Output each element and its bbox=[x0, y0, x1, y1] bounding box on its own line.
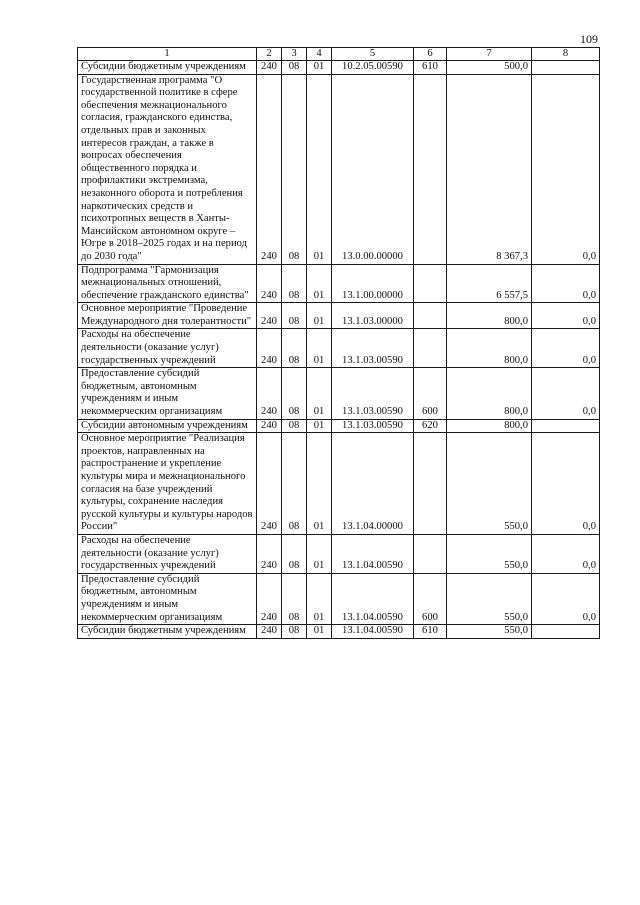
section-cell: 08 bbox=[282, 419, 307, 433]
item-name-cell: Основное мероприятие "Реализация проектов, направленных на распространение и укрепление культуры мира и межнационального согласия на базе учреждений культуры, сохранение наследия русской культуры и культуры народов России" bbox=[78, 433, 257, 535]
column-header: 2 bbox=[257, 48, 282, 61]
section-cell: 08 bbox=[282, 534, 307, 573]
target-article-cell: 13.1.03.00590 bbox=[332, 329, 414, 368]
extra-amount-cell: 0,0 bbox=[532, 303, 600, 329]
table-row bbox=[78, 368, 600, 419]
column-header: 4 bbox=[307, 48, 332, 61]
item-name-cell: Расходы на обеспечение деятельности (оказание услуг) государственных учреждений bbox=[78, 534, 257, 573]
code-cell: 240 bbox=[257, 534, 282, 573]
item-name-cell: Субсидии автономным учреждениям bbox=[78, 419, 257, 433]
section-cell: 08 bbox=[282, 625, 307, 639]
code-cell: 240 bbox=[257, 303, 282, 329]
budget-table bbox=[77, 47, 600, 639]
extra-amount-cell bbox=[532, 61, 600, 75]
expense-type-cell: 600 bbox=[414, 573, 447, 624]
code-cell: 240 bbox=[257, 368, 282, 419]
item-name-cell: Государственная программа "О государственной политике в сфере обеспечения межнационального согласия, гражданского единства, отдельных прав и законных интересов граждан, а также в вопросах обеспечения общественного порядка и профилактики экстремизма, незаконного оборота и потребления наркотических средств и психотропных веществ в Ханты-Мансийском автономном округе – Югре в 2018–2025 годах и на период до 2030 года" bbox=[78, 74, 257, 264]
target-article-cell: 13.1.04.00000 bbox=[332, 433, 414, 535]
item-name-cell: Расходы на обеспечение деятельности (оказание услуг) государственных учреждений bbox=[78, 329, 257, 368]
column-header: 5 bbox=[332, 48, 414, 61]
code-cell: 240 bbox=[257, 329, 282, 368]
item-name-cell: Субсидии бюджетным учреждениям bbox=[78, 61, 257, 75]
amount-cell: 550,0 bbox=[447, 534, 532, 573]
target-article-cell: 13.1.04.00590 bbox=[332, 534, 414, 573]
table-row bbox=[78, 433, 600, 535]
expense-type-cell: 610 bbox=[414, 625, 447, 639]
code-cell: 240 bbox=[257, 433, 282, 535]
expense-type-cell bbox=[414, 433, 447, 535]
column-header: 8 bbox=[532, 48, 600, 61]
expense-type-cell: 600 bbox=[414, 368, 447, 419]
section-cell: 08 bbox=[282, 303, 307, 329]
section-cell: 08 bbox=[282, 74, 307, 264]
table-row bbox=[78, 419, 600, 433]
target-article-cell: 13.1.04.00590 bbox=[332, 625, 414, 639]
extra-amount-cell bbox=[532, 419, 600, 433]
code-cell: 240 bbox=[257, 419, 282, 433]
code-cell: 240 bbox=[257, 74, 282, 264]
expense-type-cell bbox=[414, 74, 447, 264]
target-article-cell: 13.1.04.00590 bbox=[332, 573, 414, 624]
page-number: 109 bbox=[580, 32, 598, 46]
table-row bbox=[78, 303, 600, 329]
code-cell: 240 bbox=[257, 61, 282, 75]
column-header: 3 bbox=[282, 48, 307, 61]
amount-cell: 550,0 bbox=[447, 625, 532, 639]
subsection-cell: 01 bbox=[307, 74, 332, 264]
code-cell: 240 bbox=[257, 573, 282, 624]
table-header-row bbox=[78, 48, 600, 61]
section-cell: 08 bbox=[282, 573, 307, 624]
subsection-cell: 01 bbox=[307, 303, 332, 329]
section-cell: 08 bbox=[282, 61, 307, 75]
extra-amount-cell: 0,0 bbox=[532, 74, 600, 264]
expense-type-cell bbox=[414, 264, 447, 303]
extra-amount-cell: 0,0 bbox=[532, 433, 600, 535]
item-name-cell: Предоставление субсидий бюджетным, автономным учреждениям и иным некоммерческим организациям bbox=[78, 368, 257, 419]
target-article-cell: 10.2.05.00590 bbox=[332, 61, 414, 75]
extra-amount-cell: 0,0 bbox=[532, 329, 600, 368]
extra-amount-cell bbox=[532, 625, 600, 639]
code-cell: 240 bbox=[257, 264, 282, 303]
amount-cell: 550,0 bbox=[447, 573, 532, 624]
subsection-cell: 01 bbox=[307, 264, 332, 303]
amount-cell: 800,0 bbox=[447, 368, 532, 419]
section-cell: 08 bbox=[282, 264, 307, 303]
item-name-cell: Подпрограмма "Гармонизация межнациональных отношений, обеспечение гражданского единства" bbox=[78, 264, 257, 303]
target-article-cell: 13.1.03.00000 bbox=[332, 303, 414, 329]
expense-type-cell bbox=[414, 329, 447, 368]
target-article-cell: 13.1.03.00590 bbox=[332, 419, 414, 433]
table-row bbox=[78, 625, 600, 639]
expense-type-cell: 620 bbox=[414, 419, 447, 433]
extra-amount-cell: 0,0 bbox=[532, 534, 600, 573]
item-name-cell: Основное мероприятие "Проведение Международного дня толерантности" bbox=[78, 303, 257, 329]
subsection-cell: 01 bbox=[307, 433, 332, 535]
section-cell: 08 bbox=[282, 329, 307, 368]
target-article-cell: 13.1.00.00000 bbox=[332, 264, 414, 303]
table-row bbox=[78, 264, 600, 303]
column-header: 7 bbox=[447, 48, 532, 61]
table-row bbox=[78, 534, 600, 573]
subsection-cell: 01 bbox=[307, 534, 332, 573]
target-article-cell: 13.0.00.00000 bbox=[332, 74, 414, 264]
amount-cell: 8 367,3 bbox=[447, 74, 532, 264]
expense-type-cell bbox=[414, 534, 447, 573]
table-body bbox=[78, 61, 600, 639]
code-cell: 240 bbox=[257, 625, 282, 639]
subsection-cell: 01 bbox=[307, 573, 332, 624]
expense-type-cell bbox=[414, 303, 447, 329]
amount-cell: 800,0 bbox=[447, 419, 532, 433]
item-name-cell: Субсидии бюджетным учреждениям bbox=[78, 625, 257, 639]
amount-cell: 500,0 bbox=[447, 61, 532, 75]
subsection-cell: 01 bbox=[307, 419, 332, 433]
amount-cell: 6 557,5 bbox=[447, 264, 532, 303]
item-name-cell: Предоставление субсидий бюджетным, автономным учреждениям и иным некоммерческим организациям bbox=[78, 573, 257, 624]
table-row bbox=[78, 329, 600, 368]
extra-amount-cell: 0,0 bbox=[532, 264, 600, 303]
table-row bbox=[78, 573, 600, 624]
column-header: 6 bbox=[414, 48, 447, 61]
target-article-cell: 13.1.03.00590 bbox=[332, 368, 414, 419]
subsection-cell: 01 bbox=[307, 61, 332, 75]
expense-type-cell: 610 bbox=[414, 61, 447, 75]
section-cell: 08 bbox=[282, 433, 307, 535]
table-row bbox=[78, 61, 600, 75]
amount-cell: 800,0 bbox=[447, 329, 532, 368]
amount-cell: 550,0 bbox=[447, 433, 532, 535]
subsection-cell: 01 bbox=[307, 368, 332, 419]
extra-amount-cell: 0,0 bbox=[532, 573, 600, 624]
amount-cell: 800,0 bbox=[447, 303, 532, 329]
extra-amount-cell: 0,0 bbox=[532, 368, 600, 419]
subsection-cell: 01 bbox=[307, 329, 332, 368]
column-header: 1 bbox=[78, 48, 257, 61]
table-row bbox=[78, 74, 600, 264]
subsection-cell: 01 bbox=[307, 625, 332, 639]
section-cell: 08 bbox=[282, 368, 307, 419]
